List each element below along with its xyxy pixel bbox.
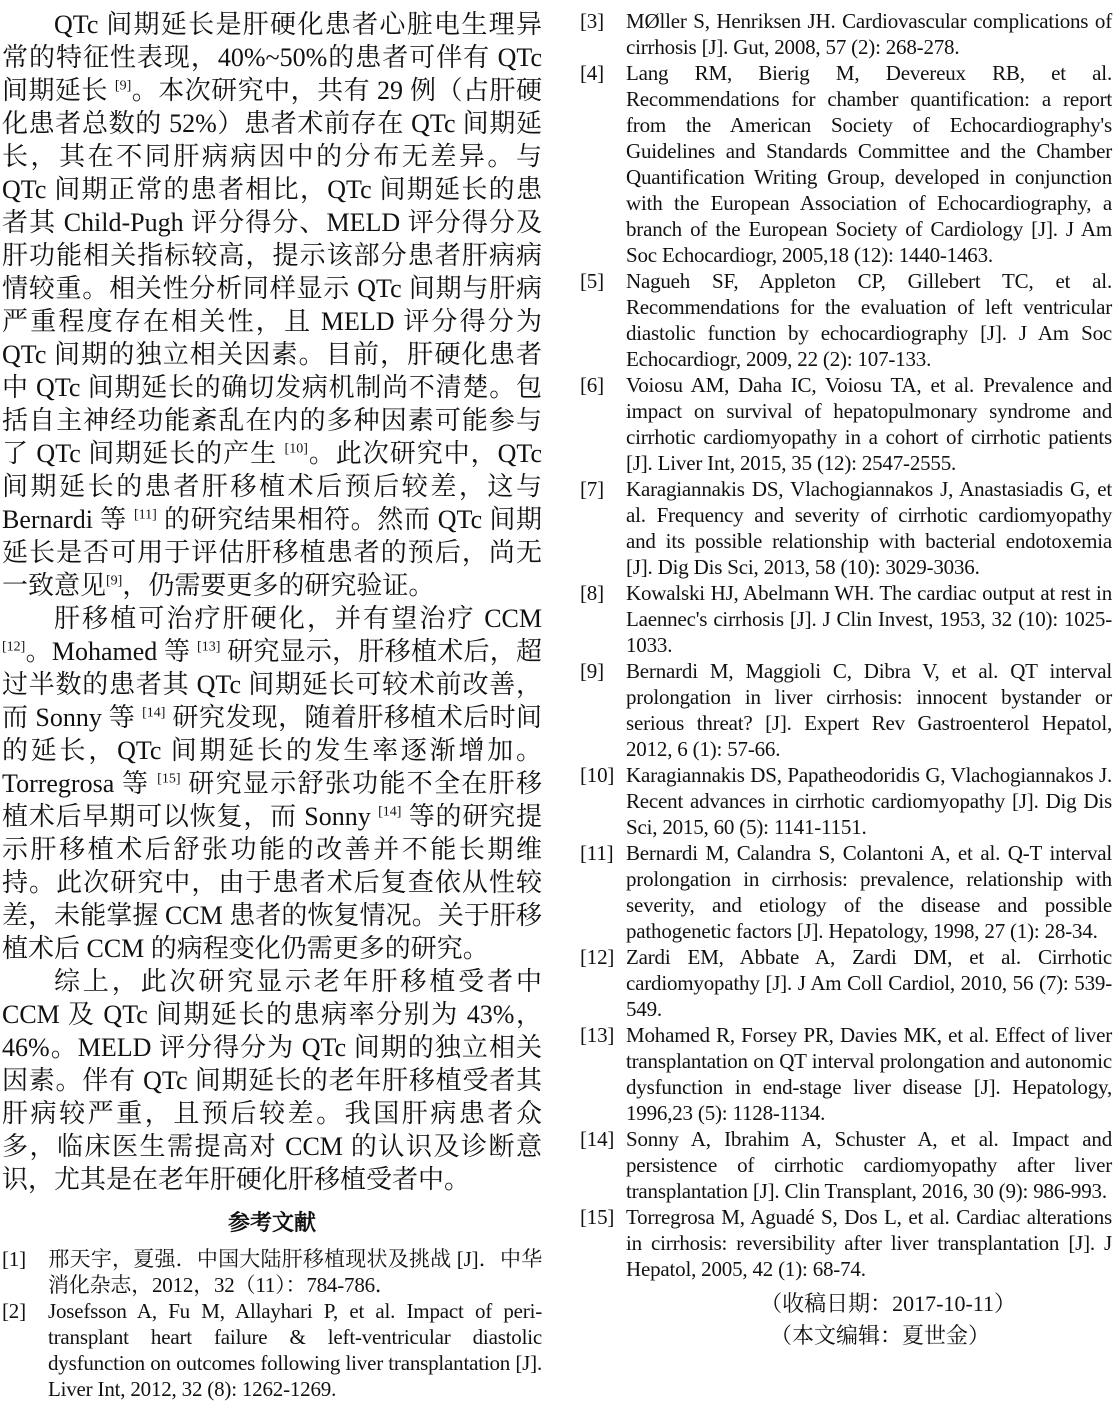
reference-label: [9] <box>580 659 604 683</box>
reference-text: Bernardi M, Maggioli C, Dibra V, et al. QT interval prolongation in liver cirrhosis: innocent bystander or serious threat? [J]. Expert Rev Gastroenterol Hepatol, 2012, 6 (1): 57-66. <box>626 659 1112 761</box>
reference-item <box>580 944 1112 1022</box>
reference-text: MØller S, Henriksen JH. Cardiovascular complications of cirrhosis [J]. Gut, 2008, 57 (2): 268-278. <box>626 9 1112 59</box>
footer-editor: （本文编辑：夏世金） <box>769 1323 990 1348</box>
reference-text: Josefsson A, Fu M, Allayhari P, et al. Impact of peri-transplant heart failure & left-ventricular diastolic dysfunction on outcomes following liver transplantation [J]. Liver Int, 2012, 32 (8): 1262-1269. <box>48 1299 542 1401</box>
reference-item <box>580 580 1112 658</box>
reference-label: [13] <box>580 1023 615 1047</box>
reference-label: [4] <box>580 61 604 85</box>
citation-superscript: [9] <box>106 573 123 589</box>
left-column <box>2 8 542 1401</box>
references-heading: 参考文献 <box>227 1210 316 1235</box>
reference-label: [1] <box>2 1247 26 1271</box>
reference-text: Lang RM, Bierig M, Devereux RB, et al. Recommendations for chamber quantification: a report from the American Society of Echocardiography's Guidelines and Standards Committee and the Chamber Quantification Writing Group, developed in conjunction with the European Association of Echocardiography, a branch of the European Society of Cardiology [J]. J Am Soc Echocardiogr, 2005,18 (12): 1440-1463. <box>626 61 1112 267</box>
reference-text: Karagiannakis DS, Vlachogiannakos J, Anastasiadis G, et al. Frequency and severity of cirrhotic cardiomyopathy and its possible relationship with bacterial endotoxemia [J]. Dig Dis Sci, 2013, 58 (10): 3029-3036. <box>626 477 1112 579</box>
reference-text: Voiosu AM, Daha IC, Voiosu TA, et al. Prevalence and impact on survival of hepatopulmonary syndrome and cirrhotic cardiomyopathy in a cohort of cirrhotic patients [J]. Liver Int, 2015, 35 (12): 2547-2555. <box>626 373 1112 475</box>
reference-text: Mohamed R, Forsey PR, Davies MK, et al. Effect of liver transplantation on QT interval prolongation and autonomic dysfunction in end-stage liver disease [J]. Hepatology, 1996,23 (5): 1128-1134. <box>626 1023 1112 1125</box>
reference-item <box>2 1246 542 1298</box>
references-list-right <box>580 8 1112 1282</box>
reference-label: [2] <box>2 1299 26 1323</box>
citation-superscript: [10] <box>284 441 308 457</box>
reference-text: Karagiannakis DS, Papatheodoridis G, Vlachogiannakos J. Recent advances in cirrhotic cardiomyopathy [J]. Dig Dis Sci, 2015, 60 (5): 1141-1151. <box>626 763 1112 839</box>
citation-superscript: [9] <box>114 78 132 94</box>
reference-item <box>580 762 1112 840</box>
reference-item <box>580 60 1112 268</box>
reference-item <box>580 1204 1112 1282</box>
reference-text: Zardi EM, Abbate A, Zardi DM, et al. Cirrhotic cardiomyopathy [J]. J Am Coll Cardiol, 2010, 56 (7): 539-549. <box>626 945 1112 1021</box>
reference-text: Sonny A, Ibrahim A, Schuster A, et al. Impact and persistence of cirrhotic cardiomyopathy after liver transplantation [J]. Clin Transplant, 2016, 30 (9): 986-993. <box>626 1127 1112 1203</box>
citation-superscript: [14] <box>142 705 166 721</box>
reference-item <box>580 8 1112 60</box>
references-list-left <box>2 1246 542 1402</box>
paragraph: 综上，此次研究显示老年肝移植受者中 CCM 及 QTc 间期延长的患病率分别为 43%，46%。MELD 评分得分为 QTc 间期的独立相关因素。伴有 QTc 间期延长的老年肝移植受者其肝病较严重，且预后较差。我国肝病患者众多，临床医生需提高对 CCM 的认识及诊断意识，尤其是在老年肝硬化肝移植受者中。 <box>2 967 542 1194</box>
reference-text: Nagueh SF, Appleton CP, Gillebert TC, et al. Recommendations for the evaluation of left ventricular diastolic function by echocardiography [J]. J Am Soc Echocardiogr, 2009, 22 (2): 107-133. <box>626 269 1112 371</box>
reference-item <box>580 372 1112 476</box>
discussion-paragraphs <box>2 8 542 1196</box>
citation-superscript: [11] <box>133 507 157 523</box>
paragraph: QTc 间期延长是肝硬化患者心脏电生理异常的特征性表现，40%~50%的患者可伴有 QTc 间期延长 [9]。本次研究中，共有 29 例（占肝硬化患者总数的 52%）患者术前存在 QTc 间期延长，其在不同肝病病因中的分布无差异。与 QTc 间期正常的患者相比，QTc 间期延长的患者其 Child-Pugh 评分得分、MELD 评分得分及肝功能相关指标较高，提示该部分患者肝病病情较重。相关性分析同样显示 QTc 间期与肝病严重程度存在相关性，且 MELD 评分得分为 QTc 间期的独立相关因素。目前，肝硬化患者中 QTc 间期延长的确切发病机制尚不清楚。包括自主神经功能紊乱在内的多种因素可能参与了 QTc 间期延长的产生 [10]。此次研究中，QTc 间期延长的患者肝移植术后预后较差，这与 Bernardi 等 [11] 的研究结果相符。然而 QTc 间期延长是否可用于评估肝移植患者的预后，尚无一致意见[9]，仍需要更多的研究验证。 <box>2 10 542 600</box>
reference-text: Bernardi M, Calandra S, Colantoni A, et al. Q-T interval prolongation in cirrhosis: prevalence, relationship with severity, and etiology of the disease and possible pathogenetic factors [J]. Hepatology, 1998, 27 (1): 28-34. <box>626 841 1112 943</box>
reference-item <box>580 1126 1112 1204</box>
reference-label: [7] <box>580 477 604 501</box>
reference-label: [11] <box>580 841 614 865</box>
right-column <box>580 8 1112 1348</box>
reference-text: Torregrosa M, Aguadé S, Dos L, et al. Cardiac alterations in cirrhosis: reversibility after liver transplantation [J]. J Hepatol, 2005, 42 (1): 68-74. <box>626 1205 1112 1281</box>
reference-item <box>580 658 1112 762</box>
reference-label: [5] <box>580 269 604 293</box>
reference-label: [3] <box>580 9 604 33</box>
citation-superscript: [13] <box>197 639 221 655</box>
footer-received-date: （收稿日期：2017-10-11） <box>760 1291 1016 1316</box>
reference-item <box>580 476 1112 580</box>
reference-text: Kowalski HJ, Abelmann WH. The cardiac output at rest in Laennec's cirrhosis [J]. J Clin Invest, 1953, 32 (10): 1025-1033. <box>626 581 1112 657</box>
paragraph: 肝移植可治疗肝硬化，并有望治疗 CCM [12]。Mohamed 等 [13] 研究显示，肝移植术后，超过半数的患者其 QTc 间期延长可较术前改善，而 Sonny 等 [14] 研究发现，随着肝移植术后时间的延长，QTc 间期延长的发生率逐渐增加。Torregrosa 等 [15] 研究显示舒张功能不全在肝移植术后早期可以恢复，而 Sonny [14] 等的研究提示肝移植术后舒张功能的改善并不能长期维持。此次研究中，由于患者术后复查依从性较差，未能掌握 CCM 患者的恢复情况。关于肝移植术后 CCM 的病程变化仍需更多的研究。 <box>2 604 542 963</box>
reference-item <box>2 1298 542 1402</box>
citation-superscript: [14] <box>378 804 402 820</box>
citation-superscript: [12] <box>2 639 26 655</box>
reference-label: [15] <box>580 1205 615 1229</box>
reference-label: [6] <box>580 373 604 397</box>
citation-superscript: [15] <box>157 771 181 787</box>
reference-label: [14] <box>580 1127 615 1151</box>
reference-label: [8] <box>580 581 604 605</box>
reference-item <box>580 1022 1112 1126</box>
reference-label: [10] <box>580 763 615 787</box>
reference-item <box>580 268 1112 372</box>
reference-item <box>580 840 1112 944</box>
reference-text: 邢天宇，夏强．中国大陆肝移植现状及挑战 [J]．中华消化杂志，2012，32（11）：784-786． <box>48 1247 542 1297</box>
reference-label: [12] <box>580 945 615 969</box>
